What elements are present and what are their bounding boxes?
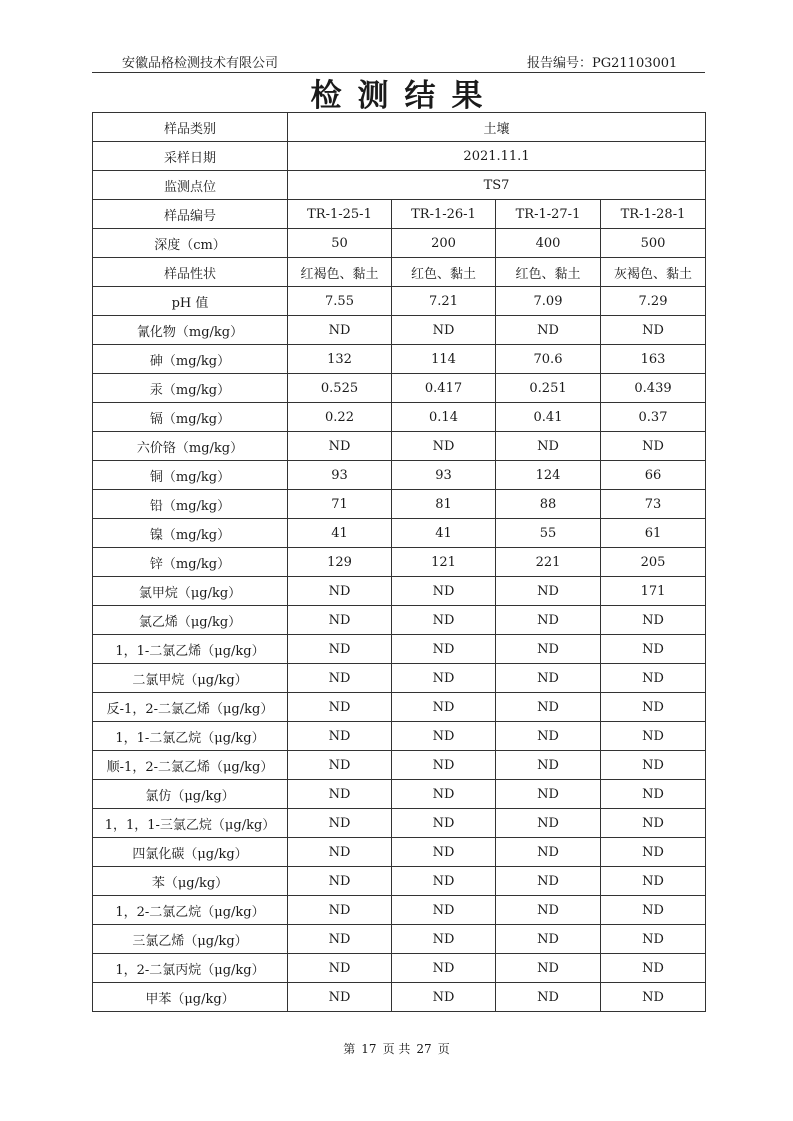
table-cell: ND [601, 606, 706, 635]
row-value: 土壤 [288, 113, 706, 142]
table-row [93, 635, 706, 664]
row-label: 氰化物（mg/kg） [93, 316, 288, 345]
table-cell: ND [392, 635, 496, 664]
table-cell: TR-1-25-1 [288, 200, 392, 229]
table-cell: ND [496, 809, 601, 838]
table-row [93, 113, 706, 142]
table-cell: ND [392, 925, 496, 954]
table-cell: ND [288, 896, 392, 925]
table-cell: 灰褐色、黏土 [601, 258, 706, 287]
table-cell: ND [288, 316, 392, 345]
table-cell: ND [601, 780, 706, 809]
table-cell: 55 [496, 519, 601, 548]
table-row [93, 751, 706, 780]
table-cell: 7.21 [392, 287, 496, 316]
row-label: 甲苯（μg/kg） [93, 983, 288, 1012]
table-cell: 红色、黏土 [392, 258, 496, 287]
table-row [93, 722, 706, 751]
page-total: 27 [416, 1042, 432, 1056]
table-cell: ND [392, 780, 496, 809]
table-row [93, 200, 706, 229]
table-cell: 70.6 [496, 345, 601, 374]
table-cell: ND [601, 896, 706, 925]
table-cell: 红褐色、黏土 [288, 258, 392, 287]
table-row [93, 258, 706, 287]
row-label: 监测点位 [93, 171, 288, 200]
table-cell: ND [496, 954, 601, 983]
table-row [93, 606, 706, 635]
row-label: 样品编号 [93, 200, 288, 229]
table-cell: ND [288, 954, 392, 983]
row-label: 六价铬（mg/kg） [93, 432, 288, 461]
table-cell: ND [496, 693, 601, 722]
table-row [93, 374, 706, 403]
table-cell: 73 [601, 490, 706, 519]
table-cell: 221 [496, 548, 601, 577]
table-cell: 41 [392, 519, 496, 548]
table-cell: ND [601, 809, 706, 838]
table-cell: 41 [288, 519, 392, 548]
table-row [93, 867, 706, 896]
page-title: 检测结果 [310, 78, 499, 114]
table-cell: ND [601, 925, 706, 954]
table-cell: ND [601, 751, 706, 780]
table-cell: ND [392, 606, 496, 635]
table-row [93, 809, 706, 838]
row-label: 镍（mg/kg） [93, 519, 288, 548]
table-cell: ND [392, 838, 496, 867]
table-cell: ND [288, 780, 392, 809]
table-cell: ND [496, 751, 601, 780]
table-cell: ND [392, 316, 496, 345]
table-cell: 114 [392, 345, 496, 374]
table-cell: ND [496, 664, 601, 693]
table-row [93, 577, 706, 606]
table-cell: 163 [601, 345, 706, 374]
table-cell: 7.09 [496, 287, 601, 316]
table-cell: 7.55 [288, 287, 392, 316]
page-prefix: 第 [343, 1042, 356, 1056]
table-cell: 50 [288, 229, 392, 258]
table-cell: ND [496, 722, 601, 751]
table-cell: ND [496, 780, 601, 809]
table-cell: ND [392, 722, 496, 751]
table-cell: 0.251 [496, 374, 601, 403]
table-cell: 93 [392, 461, 496, 490]
table-cell: ND [496, 316, 601, 345]
table-cell: ND [496, 577, 601, 606]
table-row [93, 693, 706, 722]
table-cell: ND [601, 722, 706, 751]
table-cell: 0.439 [601, 374, 706, 403]
table-cell: ND [496, 896, 601, 925]
table-row [93, 461, 706, 490]
row-label: 二氯甲烷（μg/kg） [93, 664, 288, 693]
table-cell: ND [392, 751, 496, 780]
page-footer [0, 1040, 793, 1057]
table-cell: ND [288, 867, 392, 896]
table-cell: ND [288, 983, 392, 1012]
table-cell: ND [496, 983, 601, 1012]
table-row [93, 983, 706, 1012]
table-cell: 93 [288, 461, 392, 490]
table-row [93, 316, 706, 345]
company-name: 安徽品格检测技术有限公司 [122, 56, 279, 71]
table-cell: ND [288, 693, 392, 722]
table-row [93, 142, 706, 171]
table-cell: ND [392, 896, 496, 925]
table-cell: ND [288, 664, 392, 693]
table-cell: 61 [601, 519, 706, 548]
table-cell: ND [496, 606, 601, 635]
row-label: 三氯乙烯（μg/kg） [93, 925, 288, 954]
report-number: 报告编号：PG21103001 [527, 56, 678, 71]
table-cell: 0.37 [601, 403, 706, 432]
results-table [92, 112, 706, 1012]
row-label: 1，1-二氯乙烯（μg/kg） [93, 635, 288, 664]
table-row [93, 780, 706, 809]
table-cell: 71 [288, 490, 392, 519]
table-cell: ND [601, 316, 706, 345]
table-cell: 0.14 [392, 403, 496, 432]
table-cell: ND [601, 838, 706, 867]
table-cell: 129 [288, 548, 392, 577]
table-row [93, 432, 706, 461]
row-value: 2021.11.1 [288, 142, 706, 171]
table-cell: ND [288, 577, 392, 606]
row-label: 铅（mg/kg） [93, 490, 288, 519]
row-label: 1，1，1-三氯乙烷（μg/kg） [93, 809, 288, 838]
table-row [93, 171, 706, 200]
row-label: 苯（μg/kg） [93, 867, 288, 896]
table-cell: 红色、黏土 [496, 258, 601, 287]
table-row [93, 548, 706, 577]
table-cell: 500 [601, 229, 706, 258]
row-label: 深度（cm） [93, 229, 288, 258]
row-label: pH 值 [93, 287, 288, 316]
table-cell: ND [601, 693, 706, 722]
row-label: 四氯化碳（μg/kg） [93, 838, 288, 867]
table-cell: 81 [392, 490, 496, 519]
table-cell: 171 [601, 577, 706, 606]
row-label: 1，1-二氯乙烷（μg/kg） [93, 722, 288, 751]
table-cell: ND [392, 867, 496, 896]
row-label: 氯仿（μg/kg） [93, 780, 288, 809]
table-cell: ND [601, 664, 706, 693]
table-row [93, 664, 706, 693]
table-cell: ND [601, 983, 706, 1012]
row-label: 采样日期 [93, 142, 288, 171]
table-cell: ND [288, 722, 392, 751]
table-cell: TR-1-26-1 [392, 200, 496, 229]
row-label: 铜（mg/kg） [93, 461, 288, 490]
table-row [93, 925, 706, 954]
row-label: 氯乙烯（μg/kg） [93, 606, 288, 635]
table-cell: TR-1-28-1 [601, 200, 706, 229]
row-label: 1，2-二氯乙烷（μg/kg） [93, 896, 288, 925]
table-cell: ND [288, 809, 392, 838]
table-row [93, 490, 706, 519]
table-cell: 205 [601, 548, 706, 577]
table-cell: ND [496, 635, 601, 664]
table-cell: ND [392, 954, 496, 983]
page-suffix: 页 [437, 1042, 450, 1056]
table-cell: 200 [392, 229, 496, 258]
row-label: 样品性状 [93, 258, 288, 287]
table-cell: ND [601, 867, 706, 896]
table-cell: 121 [392, 548, 496, 577]
table-cell: 132 [288, 345, 392, 374]
table-row [93, 287, 706, 316]
page-middle: 页 共 [382, 1042, 411, 1056]
row-label: 氯甲烷（μg/kg） [93, 577, 288, 606]
table-cell: TR-1-27-1 [496, 200, 601, 229]
row-label: 镉（mg/kg） [93, 403, 288, 432]
table-cell: ND [392, 983, 496, 1012]
table-cell: ND [392, 432, 496, 461]
table-cell: ND [496, 838, 601, 867]
table-cell: ND [288, 635, 392, 664]
table-cell: 0.41 [496, 403, 601, 432]
table-cell: ND [496, 925, 601, 954]
row-label: 顺-1，2-二氯乙烯（μg/kg） [93, 751, 288, 780]
table-cell: 7.29 [601, 287, 706, 316]
table-row [93, 896, 706, 925]
row-label: 1，2-二氯丙烷（μg/kg） [93, 954, 288, 983]
table-cell: ND [288, 606, 392, 635]
row-label: 汞（mg/kg） [93, 374, 288, 403]
row-value: TS7 [288, 171, 706, 200]
table-cell: ND [601, 635, 706, 664]
row-label: 样品类别 [93, 113, 288, 142]
table-cell: 400 [496, 229, 601, 258]
table-cell: ND [392, 809, 496, 838]
table-row [93, 229, 706, 258]
table-cell: 0.417 [392, 374, 496, 403]
table-cell: ND [496, 432, 601, 461]
table-cell: ND [288, 432, 392, 461]
table-cell: ND [392, 664, 496, 693]
table-row [93, 954, 706, 983]
table-cell: ND [392, 577, 496, 606]
table-cell: ND [288, 751, 392, 780]
table-cell: ND [496, 867, 601, 896]
table-cell: 88 [496, 490, 601, 519]
table-cell: ND [288, 925, 392, 954]
table-cell: 0.525 [288, 374, 392, 403]
row-label: 反-1，2-二氯乙烯（μg/kg） [93, 693, 288, 722]
page-current: 17 [361, 1042, 377, 1056]
table-row [93, 403, 706, 432]
table-cell: ND [288, 838, 392, 867]
table-cell: 0.22 [288, 403, 392, 432]
table-cell: 124 [496, 461, 601, 490]
table-cell: ND [601, 954, 706, 983]
table-row [93, 345, 706, 374]
row-label: 锌（mg/kg） [93, 548, 288, 577]
table-cell: 66 [601, 461, 706, 490]
table-cell: ND [601, 432, 706, 461]
table-cell: ND [392, 693, 496, 722]
table-row [93, 519, 706, 548]
table-row [93, 838, 706, 867]
row-label: 砷（mg/kg） [93, 345, 288, 374]
